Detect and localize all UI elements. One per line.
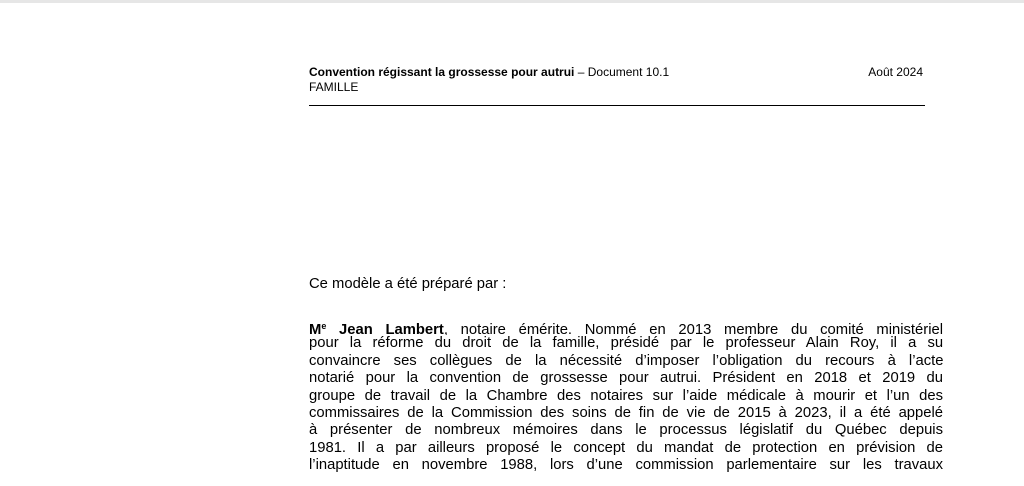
header-category: FAMILLE [309,80,359,94]
header-doc-ref: Document 10.1 [587,65,670,79]
header-separator: – [574,65,588,79]
bio-line: à présenter de nombreux mémoires dans le processus législatif du Québec depuis [309,422,943,439]
header-title-line [309,65,669,80]
author-bio [309,318,943,475]
bio-first-line-text: , notaire émérite. Nommé en 2013 membre du comité ministériel [443,322,943,336]
bio-line: convaincre ses collègues de la nécessité d’imposer l’obligation du recours à l’acte [309,352,943,369]
header-title: Convention régissant la grossesse pour autrui [309,65,575,79]
header-date: Août 2024 [868,65,923,79]
bio-line [309,318,943,335]
document-page [0,3,1024,486]
bio-line: l’inaptitude en novembre 1988, lors d’une commission parlementaire sur les travaux [309,457,943,474]
page-header [309,65,925,106]
bio-line: commissaires de la Commission des soins de fin de vie de 2015 à 2023, il a été appelé [309,404,943,421]
bio-line: 1981. Il a par ailleurs proposé le concept du mandat de protection en prévision de [309,439,943,456]
author-name: Jean Lambert [326,322,444,336]
author-prefix-sup: e [321,321,327,331]
bio-line: notarié pour la convention de grossesse pour autrui. Président en 2018 et 2019 du [309,370,943,387]
author-prefix: M [309,322,322,336]
bio-line: pour la réforme du droit de la famille, présidé par le professeur Alain Roy, il a su [309,335,943,352]
intro-text: Ce modèle a été préparé par : [309,276,507,292]
bio-line: groupe de travail de la Chambre des notaires sur l’aide médicale à mourir et l’un des [309,387,943,404]
